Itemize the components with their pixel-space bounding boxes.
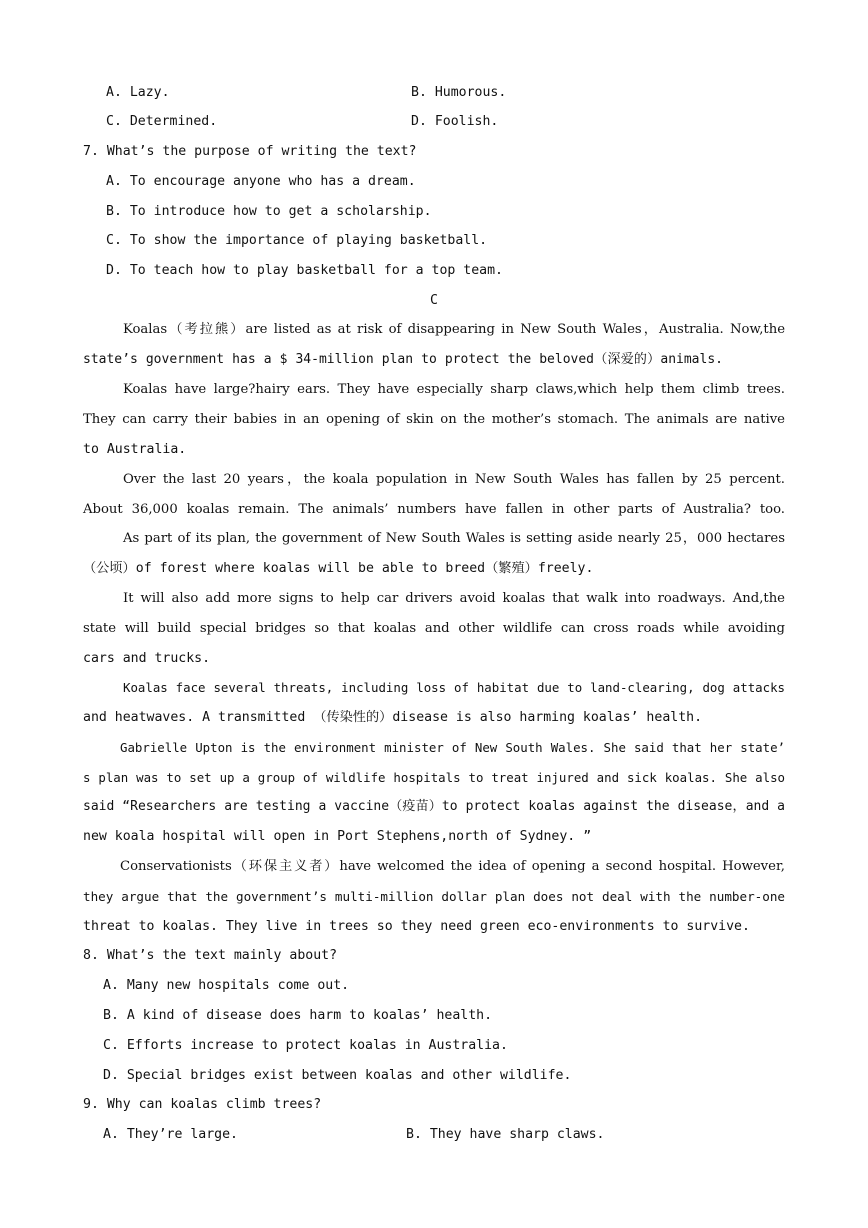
- passage-line: As part of its plan, the government of New South Wales is setting aside nearly 25，000 hectares: [123, 531, 785, 546]
- q7-option-b: B. To introduce how to get a scholarship.: [106, 204, 432, 219]
- q8-option-b: B. A kind of disease does harm to koalas’ health.: [103, 1008, 493, 1023]
- q9-option-a: A. They’re large.: [103, 1127, 238, 1142]
- passage-line: to Australia.: [83, 442, 187, 457]
- passage-line: Koalas（考拉熊）are listed as at risk of disappearing in New South Wales，Australia. Now,the: [123, 322, 785, 337]
- q6-option-d: D. Foolish.: [411, 114, 499, 129]
- passage-line: s plan was to set up a group of wildlife hospitals to treat injured and sick koalas. She also: [83, 770, 785, 785]
- passage-line: （公顷）of forest where koalas will be able to breed（繁殖）freely.: [83, 561, 594, 576]
- passage-line: threat to koalas. They live in trees so they need green eco-environments to survive.: [83, 919, 750, 934]
- q7-option-d: D. To teach how to play basketball for a top team.: [106, 263, 503, 278]
- q7-option-c: C. To show the importance of playing basketball.: [106, 233, 488, 248]
- passage-heading: C: [430, 293, 438, 308]
- q8-option-d: D. Special bridges exist between koalas and other wildlife.: [103, 1068, 572, 1083]
- passage-line: new koala hospital will open in Port Stephens,north of Sydney. ”: [83, 829, 592, 844]
- passage-line: Gabrielle Upton is the environment minister of New South Wales. She said that her state’: [120, 740, 785, 755]
- q6-option-c: C. Determined.: [106, 114, 218, 129]
- passage-line: About 36,000 koalas remain. The animals’ numbers have fallen in other parts of Australia? too.: [83, 502, 785, 517]
- passage-line: they argue that the government’s multi-million dollar plan does not deal with the number-one: [83, 889, 785, 904]
- q9-question: 9. Why can koalas climb trees?: [83, 1097, 322, 1112]
- q8-option-c: C. Efforts increase to protect koalas in Australia.: [103, 1038, 508, 1053]
- passage-line: state will build special bridges so that koalas and other wildlife can cross roads while avoiding: [83, 621, 785, 636]
- q6-option-b: B. Humorous.: [411, 85, 507, 100]
- q9-option-b: B. They have sharp claws.: [406, 1127, 605, 1142]
- q6-option-a: A. Lazy.: [106, 85, 170, 100]
- q7-option-a: A. To encourage anyone who has a dream.: [106, 174, 416, 189]
- q7-question: 7. What’s the purpose of writing the text?: [83, 144, 417, 159]
- passage-line: Over the last 20 years，the koala population in New South Wales has fallen by 25 percent.: [123, 472, 785, 487]
- q8-option-a: A. Many new hospitals come out.: [103, 978, 350, 993]
- passage-line: They can carry their babies in an opening of skin on the mother’s stomach. The animals are native: [83, 412, 785, 427]
- passage-line: Koalas face several threats, including loss of habitat due to land-clearing, dog attacks: [123, 680, 785, 695]
- passage-line: and heatwaves. A transmitted （传染性的）disease is also harming koalas’ health.: [83, 710, 703, 725]
- q8-question: 8. What’s the text mainly about?: [83, 948, 338, 963]
- passage-line: cars and trucks.: [83, 651, 211, 666]
- passage-line: It will also add more signs to help car drivers avoid koalas that walk into roadways. And,the: [123, 591, 785, 606]
- passage-line: Conservationists（环保主义者）have welcomed the idea of opening a second hospital. However,: [120, 859, 785, 874]
- passage-line: said “Researchers are testing a vaccine（疫苗）to protect koalas against the disease，and a: [83, 799, 785, 814]
- passage-line: state’s government has a $ 34-million plan to protect the beloved（深爱的）animals.: [83, 352, 723, 367]
- passage-line: Koalas have large?hairy ears. They have especially sharp claws,which help them climb trees.: [123, 382, 785, 397]
